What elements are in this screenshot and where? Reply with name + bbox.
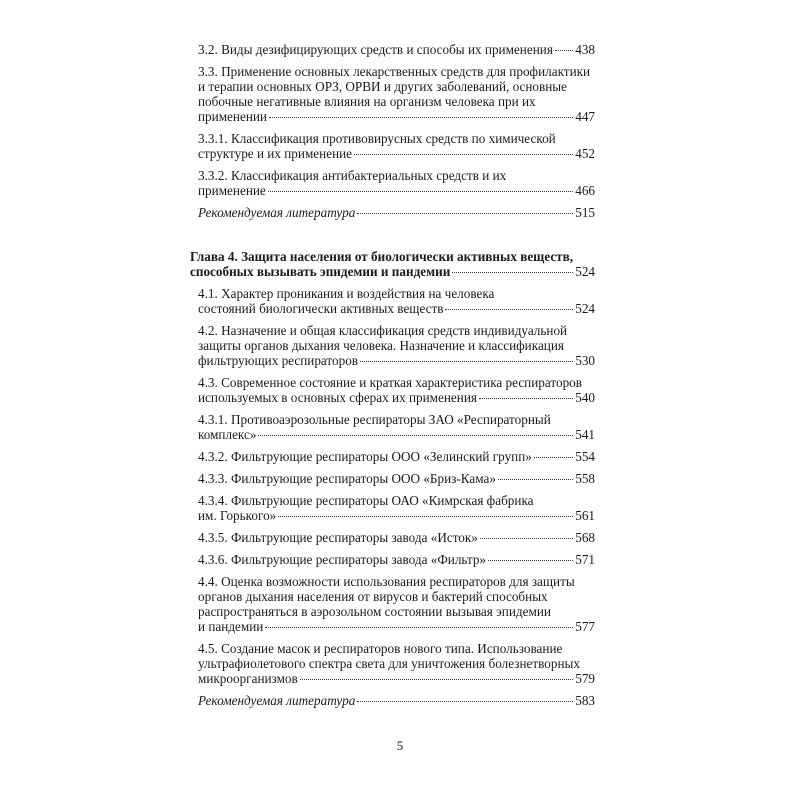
toc-entry-4-3-5 (186, 530, 595, 545)
toc-page-number: 571 (575, 552, 595, 567)
toc-entry-4-3-2 (186, 449, 595, 464)
toc-entry-literature-ch4 (186, 693, 595, 708)
toc-page-number: 541 (575, 427, 595, 442)
toc-entry-4-3-6 (186, 552, 595, 567)
leader-dots (534, 457, 573, 458)
leader-dots (452, 272, 573, 273)
leader-dots (258, 435, 573, 436)
toc-entry-title: используемых в основных сферах их применения (198, 390, 477, 405)
toc-page-number: 579 (575, 671, 595, 686)
leader-dots (498, 479, 573, 480)
toc-entry-title: 3.2. Виды дезифицирующих средств и способы их применения (198, 42, 553, 57)
toc-page-number: 583 (575, 693, 595, 708)
toc-entry-title: фильтрующих респираторов (198, 353, 359, 368)
leader-dots (300, 679, 573, 680)
toc-entry-4-3 (186, 375, 595, 405)
page-number: 5 (396, 738, 404, 753)
toc-entry-title: структуре и их применение (198, 146, 353, 161)
toc-page-number: 452 (575, 146, 595, 161)
leader-dots (488, 560, 573, 561)
toc-entry-3-3 (186, 64, 595, 124)
toc-entry-4-2 (186, 323, 595, 368)
leader-dots (278, 516, 573, 517)
toc-entry-4-1 (186, 286, 595, 316)
toc-page-number: 438 (575, 42, 595, 57)
toc-entry-4-4 (186, 574, 595, 634)
toc-page-number: 577 (575, 619, 595, 634)
toc-entry-title: 3.3.1. Классификация противовирусных средств по химической (198, 131, 556, 146)
toc-entry-title: 4.3. Современное состояние и краткая характеристика респираторов (198, 375, 583, 390)
leader-dots (268, 191, 573, 192)
toc-page-number: 447 (575, 109, 595, 124)
toc-entry-title: 3.3.2. Классификация антибактериальных средств и их (198, 168, 507, 183)
toc-page-number: 530 (575, 353, 595, 368)
table-of-contents (186, 42, 595, 715)
toc-page-number: 524 (575, 264, 595, 279)
toc-entry-title: состояний биологически активных веществ (198, 301, 444, 316)
toc-entry-title: Рекомендуемая литература (198, 205, 356, 220)
toc-entry-3-3-2 (186, 168, 595, 198)
toc-entry-title: применении (198, 109, 267, 124)
leader-dots (479, 398, 573, 399)
toc-entry-3-2 (186, 42, 595, 57)
toc-entry-title: 3.3. Применение основных лекарственных средств для профилактики (198, 64, 591, 79)
toc-entry-title: способных вызывать эпидемии и пандемии (190, 264, 451, 279)
leader-dots (357, 701, 573, 702)
toc-entry-title: 4.4. Оценка возможности использования респираторов для защиты (198, 574, 575, 589)
toc-entry-title: 4.3.6. Фильтрующие респираторы завода «Фильтр» (198, 552, 487, 567)
toc-page-number: 466 (575, 183, 595, 198)
toc-page-number: 561 (575, 508, 595, 523)
toc-entry-title: Глава 4. Защита населения от биологически активных веществ, (190, 249, 574, 264)
leader-dots (360, 361, 573, 362)
toc-page-number: 524 (575, 301, 595, 316)
toc-page-number: 558 (575, 471, 595, 486)
toc-entry-title: побочные негативные влияния на организм человека при их (198, 94, 536, 109)
toc-entry-title: и пандемии (198, 619, 264, 634)
toc-page-number: 540 (575, 390, 595, 405)
toc-page-number: 515 (575, 205, 595, 220)
toc-entry-title: распространяться в аэрозольном состоянии вызывая эпидемии (198, 604, 551, 619)
toc-entry-3-3-1 (186, 131, 595, 161)
toc-entry-title: органов дыхания населения от вирусов и бактерий способных (198, 589, 548, 604)
toc-entry-title: применение (198, 183, 266, 198)
toc-entry-title: и терапии основных ОРЗ, ОРВИ и других заболеваний, основные (198, 79, 568, 94)
toc-entry-title: 4.3.1. Противоаэрозольные респираторы ЗАО «Респираторный (198, 412, 551, 427)
toc-entry-title: 4.1. Характер проникания и воздействия на человека (198, 286, 495, 301)
toc-entry-title: Рекомендуемая литература (198, 693, 356, 708)
toc-entry-title: 4.3.5. Фильтрующие респираторы завода «Исток» (198, 530, 478, 545)
toc-entry-title: микроорганизмов (198, 671, 298, 686)
toc-entry-title: им. Горького» (198, 508, 277, 523)
leader-dots (265, 627, 573, 628)
toc-entry-chapter-4 (186, 249, 595, 279)
toc-entry-4-3-4 (186, 493, 595, 523)
toc-entry-title: 4.3.3. Фильтрующие респираторы ООО «Бриз-Кама» (198, 471, 496, 486)
toc-entry-4-3-3 (186, 471, 595, 486)
toc-entry-title: комплекс» (198, 427, 257, 442)
toc-page-number: 568 (575, 530, 595, 545)
toc-entry-4-5 (186, 641, 595, 686)
chapter-spacer (186, 227, 595, 249)
toc-entry-4-3-1 (186, 412, 595, 442)
leader-dots (269, 117, 573, 118)
leader-dots (480, 538, 573, 539)
toc-entry-literature-ch3 (186, 205, 595, 220)
toc-entry-title: 4.2. Назначение и общая классификация средств индивидуальной (198, 323, 568, 338)
leader-dots (445, 309, 573, 310)
toc-entry-title: ультрафиолетового спектра света для уничтожения болезнетворных (198, 656, 580, 671)
leader-dots (555, 50, 573, 51)
toc-entry-title: 4.5. Создание масок и респираторов нового типа. Использование (198, 641, 563, 656)
toc-entry-title: 4.3.4. Фильтрующие респираторы ОАО «Кимрская фабрика (198, 493, 534, 508)
leader-dots (357, 213, 573, 214)
leader-dots (354, 154, 573, 155)
toc-entry-title: 4.3.2. Фильтрующие респираторы ООО «Зелинский групп» (198, 449, 532, 464)
toc-page-number: 554 (575, 449, 595, 464)
toc-entry-title: защиты органов дыхания человека. Назначение и классификация (198, 338, 564, 353)
